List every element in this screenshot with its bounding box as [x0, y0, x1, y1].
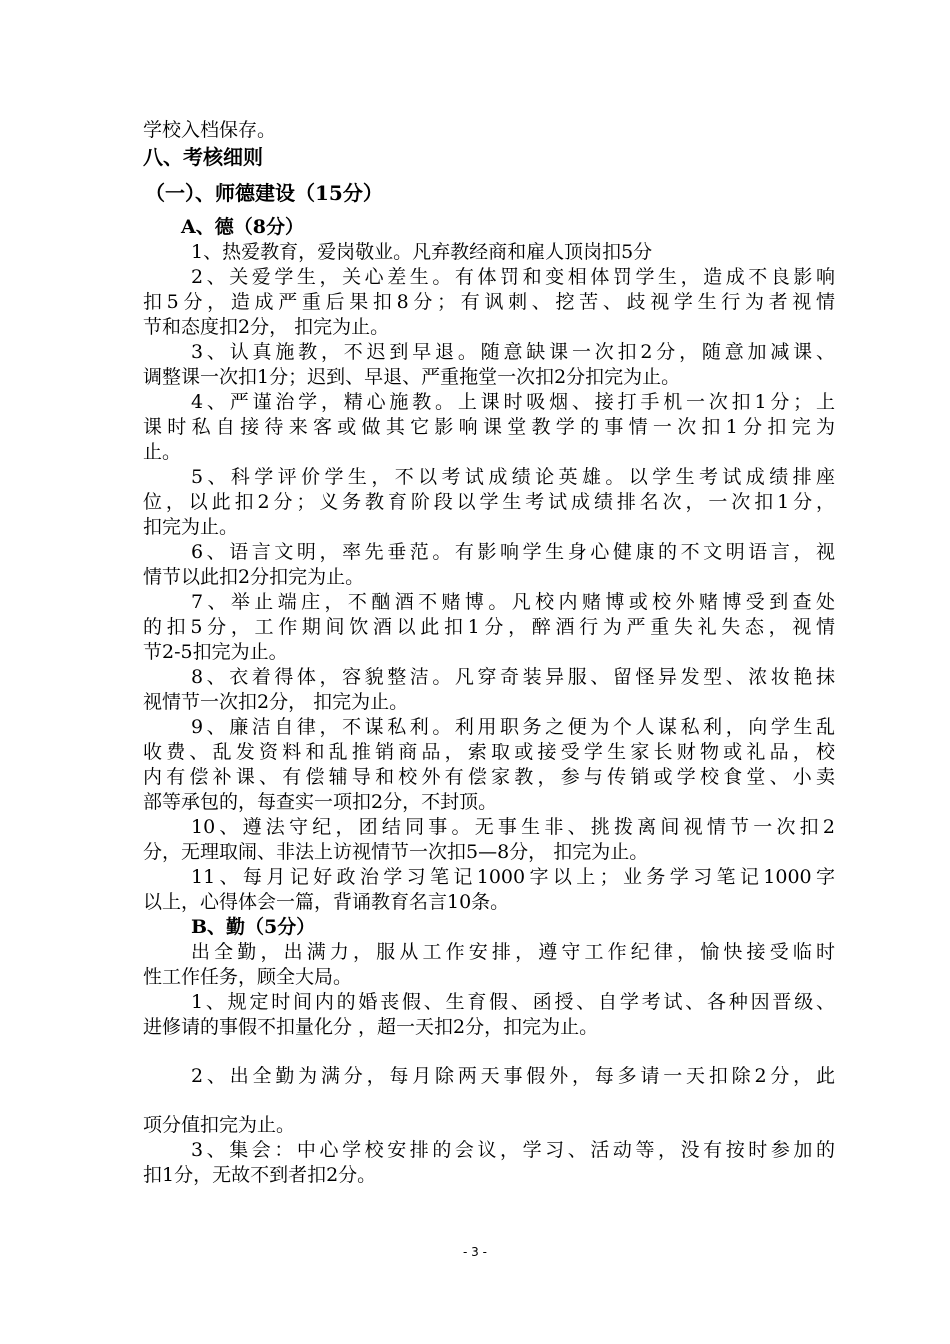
rule-item: [143, 240, 835, 265]
heading-a: A、德（8分）: [181, 216, 304, 238]
heading-b: B、勤（5分）: [191, 916, 316, 938]
text-line: 位，以此扣2分；义务教育阶段以学生考试成绩排名次，一次扣1分，: [143, 491, 835, 513]
text-line: 扣1分，无故不到者扣2分。: [143, 1164, 377, 1186]
text-line: 10、遵法守纪，团结同事。无事生非、挑拨离间视情节一次扣2: [191, 816, 835, 838]
text-line: 内有偿补课、有偿辅导和校外有偿家教，参与传销或学校食堂、小卖: [143, 766, 835, 788]
rule-item: [143, 815, 835, 865]
text-line: 止。: [143, 441, 182, 463]
text-line: 1、规定时间内的婚丧假、生育假、函授、自学考试、各种因晋级、: [191, 991, 835, 1013]
text-line: 5、科学评价学生，不以考试成绩论英雄。以学生考试成绩排座: [191, 466, 835, 488]
rule-b1: [143, 990, 835, 1040]
text-line: 7、举止端庄，不酗酒不赌博。凡校内赌博或校外赌博受到查处: [191, 591, 835, 613]
document-body: [143, 118, 835, 1188]
text-line: 2、出全勤为满分，每月除两天事假外，每多请一天扣除2分，此: [191, 1065, 835, 1087]
text-line: 以上，心得体会一篇，背诵教育名言10条。: [143, 891, 510, 913]
text-line: 学校入档保存。: [143, 119, 277, 141]
text-line: 进修请的事假不扣量化分 ，超一天扣2分，扣完为止。: [143, 1016, 599, 1038]
rule-b2: [143, 1064, 835, 1138]
text-line: 分，无理取闹、非法上访视情节一次扣5—8分， 扣完为止。: [143, 841, 649, 863]
text-line: 部等承包的，每查实一项扣2分，不封顶。: [143, 791, 498, 813]
text-line: 性工作任务，顾全大局。: [143, 966, 353, 988]
rule-item: [143, 465, 835, 540]
text-line: 3、集会：中心学校安排的会议，学习、活动等，没有按时参加的: [191, 1139, 835, 1161]
rule-item: [143, 340, 835, 390]
text-line: 11、每月记好政治学习笔记1000字以上；业务学习笔记1000字: [191, 866, 835, 888]
rule-item: [143, 665, 835, 715]
text-line: 8、衣着得体，容貌整洁。凡穿奇装异服、留怪异发型、浓妆艳抹: [191, 666, 835, 688]
text-line: 扣5分，造成严重后果扣8分；有讽刺、挖苦、歧视学生行为者视情: [143, 291, 835, 313]
text-line: 视情节一次扣2分， 扣完为止。: [143, 691, 409, 713]
text-line: 节2-5扣完为止。: [143, 641, 288, 663]
text-line: 课时私自接待来客或做其它影响课堂教学的事情一次扣1分扣完为: [143, 416, 835, 438]
rules-list-a: [143, 240, 835, 915]
text-line: 2、关爱学生，关心差生。有体罚和变相体罚学生，造成不良影响: [191, 266, 835, 288]
rule-item: [143, 590, 835, 665]
text-line: 的扣5分，工作期间饮酒以此扣1分，醉酒行为严重失礼失态，视情: [143, 616, 835, 638]
rule-item: [143, 865, 835, 915]
text-line: 情节以此扣2分扣完为止。: [143, 566, 365, 588]
b-intro-paragraph: [143, 940, 835, 990]
text-line: 收费、乱发资料和乱推销商品，索取或接受学生家长财物或礼品，校: [143, 741, 835, 763]
rule-item: [143, 265, 835, 340]
text-line: 节和态度扣2分， 扣完为止。: [143, 316, 390, 338]
page-number: - 3 -: [463, 1245, 487, 1259]
section-heading: 八、考核细则: [143, 145, 263, 169]
text-line: 3、认真施教，不迟到早退。随意缺课一次扣2分，随意加减课、: [191, 341, 835, 363]
text-line: 出全勤，出满力，服从工作安排，遵守工作纪律，愉快接受临时: [191, 941, 835, 963]
text-line: 9、廉洁自律，不谋私利。利用职务之便为个人谋私利，向学生乱: [191, 716, 835, 738]
text-line: 1、热爱教育，爱岗敬业。凡弃教经商和雇人顶岗扣5分: [191, 241, 653, 263]
text-line: 调整课一次扣1分；迟到、早退、严重拖堂一次扣2分扣完为止。: [143, 366, 681, 388]
text-line: 扣完为止。: [143, 516, 239, 538]
rule-item: [143, 715, 835, 815]
text-line: 项分值扣完为止。: [143, 1114, 296, 1136]
rule-item: [143, 540, 835, 590]
rule-item: [143, 390, 835, 465]
subsection-heading: （一）、师德建设（15分）: [145, 181, 383, 205]
text-line: 4、严谨治学，精心施教。上课时吸烟、接打手机一次扣1分；上: [191, 391, 835, 413]
text-line: 6、语言文明，率先垂范。有影响学生身心健康的不文明语言，视: [191, 541, 835, 563]
rule-b3: [143, 1138, 835, 1188]
